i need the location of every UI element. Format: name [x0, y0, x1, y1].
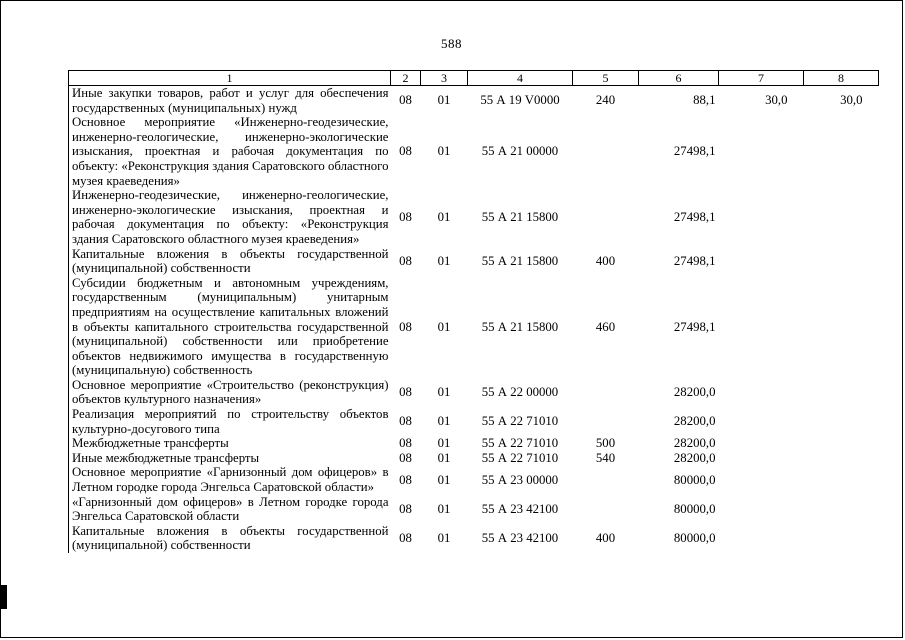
budget-table: [68, 70, 879, 553]
cell-subsection-code: 01: [437, 501, 451, 516]
row-description: «Гарнизонный дом офицеров» в Летном городке города Энгельса Саратовской области: [72, 494, 389, 524]
column-header: 2: [391, 71, 421, 86]
cell-section-code: 08: [399, 472, 412, 487]
row-description: Субсидии бюджетным и автономным учреждениям, государственным (муниципальным) унитарным предприятиям на осуществление капитальных вложений в объекты капитального строительства государственной (муниципальной) собственности или приобретение объектов недвижимого имущества в государственную (муниципальную) собственность: [72, 275, 389, 378]
cell-amount-year2: [719, 495, 804, 524]
column-header: 5: [573, 71, 639, 86]
cell-subsection-code: 01: [437, 450, 451, 465]
cell-amount-year3: [804, 188, 879, 246]
table-row: [69, 276, 879, 378]
cell-amount-year1: 28200,0: [673, 414, 716, 429]
cell-amount-year2: 30,0: [765, 93, 788, 108]
cell-expense-type-code: [573, 378, 639, 407]
cell-section-code: 08: [399, 319, 412, 334]
cell-expense-type-code: [573, 407, 639, 436]
cell-target-article-code: 55 А 22 71010: [481, 436, 559, 451]
row-description: Основное мероприятие «Инженерно-геодезические, инженерно-геологические, инженерно-экологические изыскания, проектная и рабочая документация по объекту: «Реконструкция здания Саратовского областного музея краеведения»: [72, 115, 389, 188]
row-description: Иные закупки товаров, работ и услуг для обеспечения государственных (муниципальных) нужд: [72, 86, 389, 115]
cell-target-article-code: 55 А 21 15800: [481, 253, 559, 268]
cell-section-code: 08: [399, 385, 412, 400]
cell-amount-year2: [719, 407, 804, 436]
cell-expense-type-code: [573, 115, 639, 188]
cell-subsection-code: 01: [437, 210, 451, 225]
cell-target-article-code: 55 А 21 15800: [481, 210, 559, 225]
cell-section-code: 08: [399, 436, 412, 451]
cell-amount-year3: [804, 524, 879, 553]
cell-amount-year2: [719, 247, 804, 276]
table-body: [69, 86, 879, 554]
row-description: Реализация мероприятий по строительству объектов культурно-досугового типа: [72, 407, 389, 436]
cell-subsection-code: 01: [437, 144, 451, 159]
cell-amount-year3: [804, 407, 879, 436]
scan-artifact: [1, 585, 7, 609]
cell-section-code: 08: [399, 253, 412, 268]
cell-subsection-code: 01: [437, 253, 451, 268]
table-row: [69, 465, 879, 494]
cell-target-article-code: 55 А 23 42100: [481, 501, 559, 516]
cell-amount-year2: [719, 465, 804, 494]
cell-expense-type-code: 400: [595, 531, 616, 546]
row-description: Иные межбюджетные трансферты: [72, 450, 260, 465]
cell-amount-year1: 28200,0: [673, 385, 716, 400]
cell-section-code: 08: [399, 414, 412, 429]
cell-subsection-code: 01: [437, 472, 451, 487]
cell-amount-year1: 27498,1: [673, 210, 716, 225]
cell-expense-type-code: [573, 495, 639, 524]
cell-amount-year1: 27498,1: [673, 253, 716, 268]
table-row: [69, 247, 879, 276]
cell-amount-year3: 30,0: [840, 93, 863, 108]
table-row: [69, 115, 879, 188]
cell-amount-year1: 27498,1: [673, 144, 716, 159]
cell-section-code: 08: [399, 93, 412, 108]
cell-expense-type-code: 460: [595, 319, 616, 334]
table-row: [69, 436, 879, 451]
cell-amount-year2: [719, 276, 804, 378]
cell-expense-type-code: 240: [595, 93, 616, 108]
table-row: [69, 407, 879, 436]
cell-amount-year3: [804, 247, 879, 276]
row-description: Основное мероприятие «Гарнизонный дом офицеров» в Летном городке города Энгельса Саратовской области»: [72, 465, 389, 495]
column-header: 8: [804, 71, 879, 86]
table-header: [69, 71, 879, 86]
row-description: Инженерно-геодезические, инженерно-геологические, инженерно-экологические изыскания, проектная и рабочая документация по объекту: «Реконструкция здания Саратовского областного музея краеведения»: [72, 188, 389, 246]
cell-target-article-code: 55 А 22 00000: [481, 385, 559, 400]
table-header-row: [69, 71, 879, 86]
row-description: Основное мероприятие «Строительство (реконструкция) объектов культурного назначения»: [72, 377, 389, 407]
table-row: [69, 86, 879, 116]
cell-subsection-code: 01: [437, 385, 451, 400]
cell-target-article-code: 55 А 22 71010: [481, 414, 559, 429]
column-header: 6: [639, 71, 719, 86]
column-header: 3: [421, 71, 468, 86]
cell-subsection-code: 01: [437, 414, 451, 429]
cell-section-code: 08: [399, 501, 412, 516]
cell-section-code: 08: [399, 450, 412, 465]
cell-expense-type-code: 500: [595, 436, 616, 451]
cell-amount-year2: [719, 524, 804, 553]
cell-amount-year1: 80000,0: [673, 531, 716, 546]
cell-amount-year3: [804, 495, 879, 524]
cell-section-code: 08: [399, 210, 412, 225]
cell-amount-year1: 80000,0: [673, 501, 716, 516]
cell-amount-year2: [719, 378, 804, 407]
cell-target-article-code: 55 А 21 15800: [481, 319, 559, 334]
cell-amount-year3: [804, 436, 879, 451]
cell-amount-year3: [804, 276, 879, 378]
cell-target-article-code: 55 А 21 00000: [481, 144, 559, 159]
cell-section-code: 08: [399, 531, 412, 546]
cell-target-article-code: 55 А 23 00000: [481, 472, 559, 487]
cell-expense-type-code: 400: [595, 253, 616, 268]
cell-expense-type-code: [573, 465, 639, 494]
cell-amount-year3: [804, 451, 879, 466]
cell-amount-year2: [719, 451, 804, 466]
cell-subsection-code: 01: [437, 93, 451, 108]
table-row: [69, 451, 879, 466]
cell-target-article-code: 55 А 19 V0000: [480, 93, 560, 108]
cell-target-article-code: 55 А 22 71010: [481, 450, 559, 465]
cell-amount-year3: [804, 378, 879, 407]
cell-subsection-code: 01: [437, 319, 451, 334]
cell-amount-year1: 80000,0: [673, 472, 716, 487]
cell-amount-year2: [719, 436, 804, 451]
cell-amount-year3: [804, 465, 879, 494]
cell-amount-year2: [719, 188, 804, 246]
row-description: Капитальные вложения в объекты государственной (муниципальной) собственности: [72, 523, 389, 553]
cell-section-code: 08: [399, 144, 412, 159]
table-row: [69, 524, 879, 553]
cell-amount-year1: 28200,0: [673, 450, 716, 465]
table-row: [69, 495, 879, 524]
row-description: Межбюджетные трансферты: [72, 436, 229, 451]
cell-amount-year1: 27498,1: [673, 319, 716, 334]
cell-subsection-code: 01: [437, 531, 451, 546]
cell-subsection-code: 01: [437, 436, 451, 451]
cell-amount-year1: 28200,0: [673, 436, 716, 451]
column-header: 4: [468, 71, 573, 86]
table-row: [69, 378, 879, 407]
page-number: 588: [441, 36, 462, 51]
column-header: 7: [719, 71, 804, 86]
cell-expense-type-code: 540: [595, 450, 616, 465]
cell-amount-year1: 88,1: [693, 93, 716, 108]
column-header: 1: [69, 71, 391, 86]
cell-amount-year3: [804, 115, 879, 188]
row-description: Капитальные вложения в объекты государственной (муниципальной) собственности: [72, 246, 389, 276]
cell-expense-type-code: [573, 188, 639, 246]
cell-amount-year2: [719, 115, 804, 188]
table-row: [69, 188, 879, 246]
cell-target-article-code: 55 А 23 42100: [481, 531, 559, 546]
